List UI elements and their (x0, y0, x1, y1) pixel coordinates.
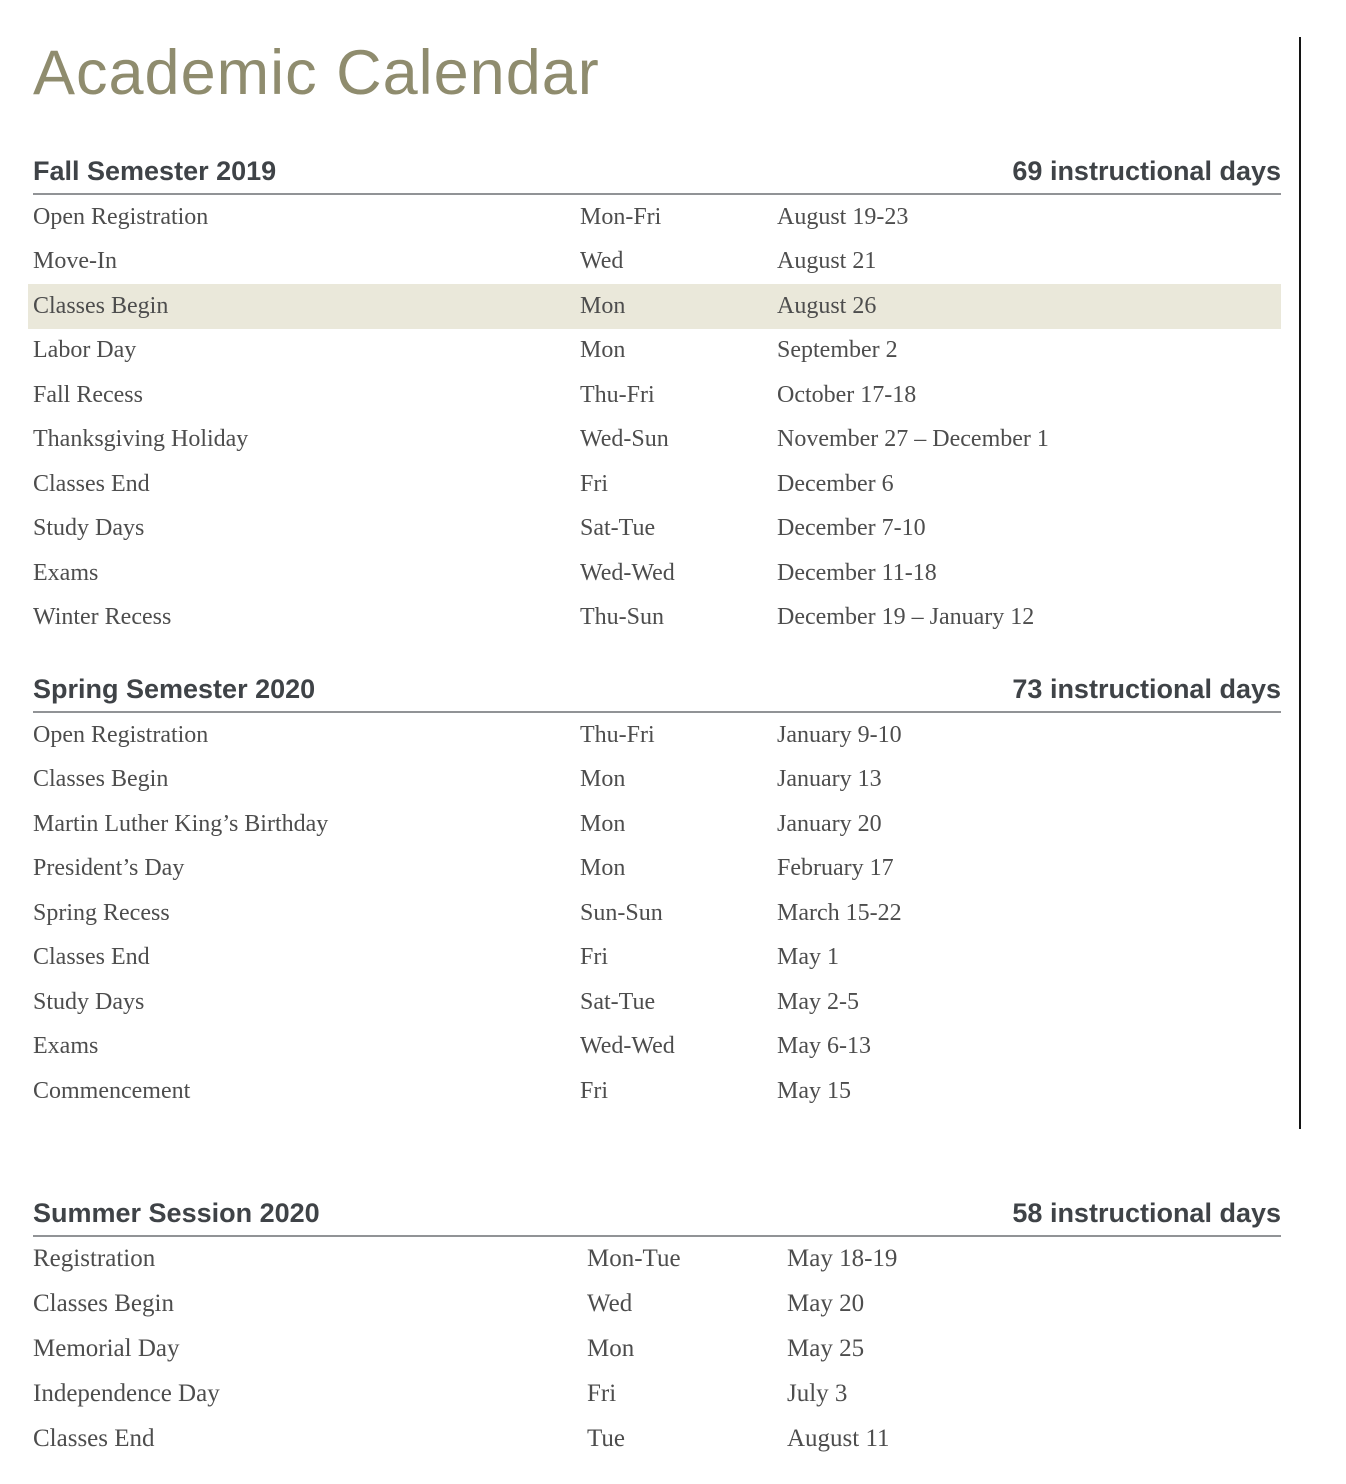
event-days: Fri (580, 1077, 609, 1104)
event-name: President’s Day (33, 855, 185, 882)
event-dates: December 11-18 (777, 559, 937, 586)
section-rows (33, 195, 1281, 640)
section-rows (33, 713, 1281, 1114)
event-name: Classes Begin (33, 766, 169, 793)
event-dates: November 27 – December 1 (777, 426, 1049, 453)
section-rows (33, 1237, 1281, 1462)
event-days: Mon-Fri (580, 203, 662, 230)
event-days: Mon (587, 1335, 635, 1362)
event-dates: December 6 (777, 470, 894, 497)
event-days: Sun-Sun (580, 899, 663, 926)
event-days: Sat-Tue (580, 988, 656, 1015)
section-header (33, 158, 1281, 195)
event-name: Thanksgiving Holiday (33, 426, 249, 453)
event-name: Commencement (33, 1077, 191, 1104)
instructional-days-label: 73 instructional days (1012, 674, 1281, 704)
event-dates: August 21 (777, 248, 877, 275)
event-days: Fri (587, 1380, 617, 1407)
event-days: Thu-Fri (580, 381, 655, 408)
event-dates: December 19 – January 12 (777, 604, 1035, 631)
event-dates: August 11 (787, 1425, 890, 1452)
event-name: Martin Luther King’s Birthday (33, 810, 329, 837)
calendar-row (33, 1069, 1281, 1114)
event-name: Classes Begin (33, 1290, 174, 1317)
event-days: Fri (580, 944, 609, 971)
calendar-row (33, 1372, 1281, 1417)
event-days: Wed (580, 248, 624, 275)
event-days: Wed (587, 1290, 633, 1317)
event-name: Memorial Day (33, 1335, 180, 1362)
event-name: Open Registration (33, 721, 209, 748)
event-dates: September 2 (777, 337, 898, 364)
calendar-row (33, 329, 1281, 374)
event-name: Classes Begin (33, 292, 169, 319)
sections-container (33, 158, 1281, 1462)
event-name: Study Days (33, 515, 145, 542)
event-days: Thu-Sun (580, 604, 664, 631)
event-days: Mon (580, 810, 626, 837)
event-dates: January 9-10 (777, 721, 902, 748)
calendar-section (33, 158, 1281, 640)
event-days: Mon (580, 337, 626, 364)
calendar-row (33, 1237, 1281, 1282)
event-dates: January 13 (777, 766, 882, 793)
page-content (33, 0, 1281, 1462)
event-name: Exams (33, 1033, 99, 1060)
calendar-row (33, 847, 1281, 892)
calendar-row (33, 462, 1281, 507)
event-days: Mon (580, 766, 626, 793)
event-dates: August 19-23 (777, 203, 909, 230)
calendar-row (33, 980, 1281, 1025)
event-days: Mon-Tue (587, 1245, 681, 1272)
event-dates: August 26 (777, 292, 877, 319)
event-dates: January 20 (777, 810, 882, 837)
event-dates: February 17 (777, 855, 894, 882)
event-days: Tue (587, 1425, 625, 1452)
page-title: Academic Calendar (33, 38, 600, 108)
event-name: Spring Recess (33, 899, 170, 926)
event-dates: May 6-13 (777, 1033, 871, 1060)
calendar-row (33, 936, 1281, 981)
calendar-row (33, 507, 1281, 552)
section-title: Summer Session 2020 (33, 1197, 320, 1228)
event-days: Mon (580, 855, 626, 882)
event-dates: March 15-22 (777, 899, 902, 926)
event-name: Study Days (33, 988, 145, 1015)
page-edge-divider-line (1299, 37, 1301, 1129)
event-days: Sat-Tue (580, 515, 656, 542)
event-name: Classes End (33, 470, 150, 497)
event-name: Labor Day (33, 337, 137, 364)
event-days: Fri (580, 470, 609, 497)
event-name: Registration (33, 1245, 156, 1272)
event-name: Independence Day (33, 1380, 220, 1407)
section-header (33, 1197, 1281, 1237)
calendar-row (33, 1282, 1281, 1327)
event-dates: December 7-10 (777, 515, 926, 542)
event-days: Mon (580, 292, 626, 319)
event-days: Wed-Wed (580, 1033, 675, 1060)
calendar-row (33, 891, 1281, 936)
calendar-row (33, 802, 1281, 847)
calendar-row (33, 195, 1281, 240)
event-dates: October 17-18 (777, 381, 917, 408)
instructional-days-label: 58 instructional days (1012, 1197, 1281, 1228)
calendar-row (33, 713, 1281, 758)
section-title: Spring Semester 2020 (33, 674, 316, 704)
calendar-row (33, 1327, 1281, 1372)
instructional-days-label: 69 instructional days (1012, 156, 1281, 186)
calendar-row (33, 240, 1281, 285)
event-dates: May 20 (787, 1290, 865, 1317)
event-dates: July 3 (787, 1380, 848, 1407)
calendar-row (33, 596, 1281, 641)
calendar-row (33, 758, 1281, 803)
calendar-section (33, 676, 1281, 1114)
calendar-row (33, 551, 1281, 596)
event-name: Classes End (33, 1425, 155, 1452)
event-days: Thu-Fri (580, 721, 655, 748)
calendar-row (33, 373, 1281, 418)
event-days: Wed-Wed (580, 559, 675, 586)
event-dates: May 25 (787, 1335, 865, 1362)
event-dates: May 1 (777, 944, 839, 971)
event-dates: May 18-19 (787, 1245, 898, 1272)
event-days: Wed-Sun (580, 426, 669, 453)
calendar-row (33, 1025, 1281, 1070)
event-name: Open Registration (33, 203, 209, 230)
calendar-row (33, 1417, 1281, 1462)
section-title: Fall Semester 2019 (33, 156, 277, 186)
event-name: Exams (33, 559, 99, 586)
section-header (33, 676, 1281, 713)
event-name: Classes End (33, 944, 150, 971)
event-name: Fall Recess (33, 381, 143, 408)
event-name: Move-In (33, 248, 117, 275)
event-dates: May 15 (777, 1077, 851, 1104)
calendar-section (33, 1197, 1281, 1462)
event-name: Winter Recess (33, 604, 172, 631)
event-dates: May 2-5 (777, 988, 859, 1015)
calendar-row (33, 418, 1281, 463)
calendar-row (28, 284, 1281, 329)
